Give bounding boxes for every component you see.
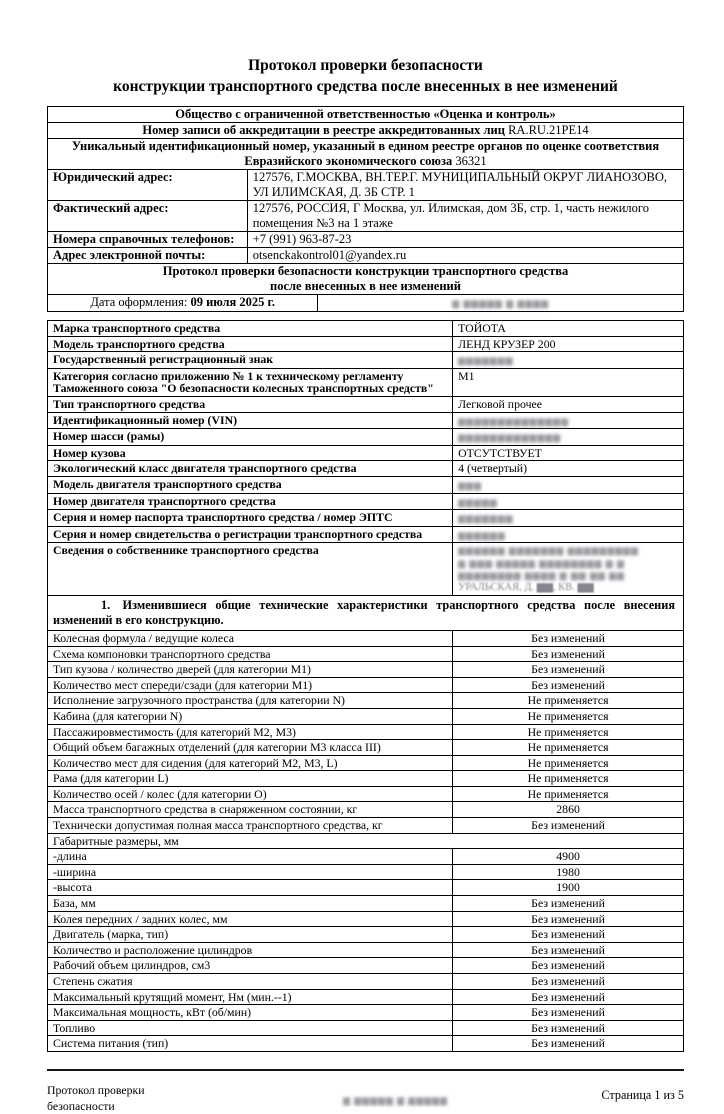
table-row (48, 740, 684, 756)
table-row (48, 412, 684, 429)
page-title-line2: конструкции транспортного средства после внесенных в нее изменений (113, 78, 618, 95)
legal-address-row (48, 170, 684, 201)
row-value: Не применяется (453, 786, 684, 802)
document-number-redacted: ▆ ▆▆▆▆▆ ▆ ▆▆▆▆ (452, 298, 550, 308)
row-label: Количество осей / колес (для категории O) (48, 786, 453, 802)
table-row (48, 445, 684, 461)
table-row (48, 833, 684, 849)
row-value: Без изменений (453, 1005, 684, 1021)
table-row (48, 974, 684, 990)
company-name: Общество с ограниченной ответственностью «Оценка и контроль» (175, 107, 556, 121)
table-row (48, 693, 684, 709)
row-label: Исполнение загрузочного пространства (для категории N) (48, 693, 453, 709)
row-label: Топливо (48, 1020, 453, 1036)
table-row (48, 510, 684, 527)
row-label: Номер кузова (48, 445, 453, 461)
actual-address-row (48, 201, 684, 232)
row-value (453, 476, 684, 493)
email-row (48, 248, 684, 264)
section1-heading-row (48, 595, 684, 630)
row-label: Пассажировместимость (для категорий M2, M3) (48, 724, 453, 740)
table-row (48, 786, 684, 802)
row-value (453, 543, 684, 596)
row-value: Не применяется (453, 771, 684, 787)
row-value: Без изменений (453, 646, 684, 662)
table-row (48, 429, 684, 446)
uin-number: 36321 (455, 154, 487, 168)
date-value: 09 июля 2025 г. (190, 295, 275, 309)
table-row (48, 1005, 684, 1021)
row-value: Без изменений (453, 896, 684, 912)
row-label: Рама (для категории L) (48, 771, 453, 787)
redacted-text: ▆▆▆▆▆▆▆▆▆▆▆▆▆▆ (458, 415, 570, 426)
table-row (48, 1020, 684, 1036)
row-label: -высота (48, 880, 453, 896)
row-value: Не применяется (453, 708, 684, 724)
row-value (453, 526, 684, 543)
phones-row (48, 232, 684, 248)
row-label: Номер двигателя транспортного средства (48, 493, 453, 510)
row-label: Категория согласно приложению № 1 к техническому регламенту Таможенного союза "О безопасности колесных транспортных средств" (48, 368, 453, 396)
table-row (48, 958, 684, 974)
table-row (48, 927, 684, 943)
redacted-text: ▆▆▆▆▆▆▆▆ ▆▆▆▆ ▆ ▆▆ ▆▆ ▆▆ (458, 570, 625, 581)
legal-address-label: Юридический адрес: (48, 170, 248, 201)
row-value: Без изменений (453, 958, 684, 974)
row-value-text: ЛЕНД КРУЗЕР 200 (458, 336, 556, 351)
row-label: Модель транспортного средства (48, 336, 453, 352)
row-label: Тип транспортного средства (48, 396, 453, 412)
row-label: Серия и номер паспорта транспортного средства / номер ЭПТС (48, 510, 453, 527)
row-label: Система питания (тип) (48, 1036, 453, 1052)
row-value (453, 412, 684, 429)
uin-row (48, 139, 684, 170)
table-row (48, 942, 684, 958)
row-label: Количество мест спереди/сзади (для категории M1) (48, 677, 453, 693)
table-row (48, 989, 684, 1005)
row-value (453, 510, 684, 527)
row-value (453, 396, 684, 412)
row-value: Без изменений (453, 677, 684, 693)
table-row (48, 461, 684, 477)
row-value-text: Легковой прочее (458, 396, 543, 411)
row-label: Государственный регистрационный знак (48, 352, 453, 369)
row-label: Максимальный крутящий момент, Нм (мин.--1) (48, 989, 453, 1005)
table-row (48, 677, 684, 693)
row-value-text: ОТСУТСТВУЕТ (458, 445, 542, 460)
row-value-text: ТОЙОТА (458, 321, 506, 335)
table-row (48, 476, 684, 493)
phones-label: Номера справочных телефонов: (48, 232, 248, 248)
table-row (48, 368, 684, 396)
row-value: Без изменений (453, 927, 684, 943)
protocol-title-line2: после внесенных в нее изменений (270, 279, 461, 293)
table-row (48, 849, 684, 865)
row-label: Сведения о собственнике транспортного средства (48, 543, 453, 596)
redacted-text: ▆▆▆▆▆▆ ▆▆▆▆▆▆▆ ▆▆▆▆▆▆▆▆▆ (458, 545, 639, 556)
row-value: Без изменений (453, 818, 684, 834)
table-row (48, 352, 684, 369)
redacted-text: ▆▆▆▆▆▆▆▆▆▆▆▆▆ (458, 432, 562, 443)
footer-doc-name (47, 1082, 237, 1114)
row-value: Без изменений (453, 911, 684, 927)
protocol-title-line1: Протокол проверки безопасности конструкции транспортного средства (162, 264, 569, 278)
row-value (453, 336, 684, 352)
row-label: Номер шасси (рамы) (48, 429, 453, 446)
row-value: Не применяется (453, 724, 684, 740)
row-value: Без изменений (453, 974, 684, 990)
table-row (48, 755, 684, 771)
table-row (48, 708, 684, 724)
row-label: Степень сжатия (48, 974, 453, 990)
row-value: Без изменений (453, 989, 684, 1005)
table-row (48, 646, 684, 662)
row-value (453, 461, 684, 477)
table-row (48, 630, 684, 646)
footer-number-redacted: ▆ ▆▆▆▆▆ ▆ ▆▆▆▆▆ (343, 1094, 448, 1105)
row-value: 1980 (453, 864, 684, 880)
table-row (48, 493, 684, 510)
row-label: Двигатель (марка, тип) (48, 927, 453, 943)
table-row (48, 880, 684, 896)
row-label: Технически допустимая полная масса транспортного средства, кг (48, 818, 453, 834)
table-row (48, 771, 684, 787)
email-label: Адрес электронной почты: (48, 248, 248, 264)
row-value (453, 352, 684, 369)
organization-table (47, 106, 684, 264)
table-row (48, 724, 684, 740)
row-value: Не применяется (453, 740, 684, 756)
table-row (48, 802, 684, 818)
row-value-text: 4 (четвертый) (458, 461, 528, 476)
row-label: Колея передних / задних колес, мм (48, 911, 453, 927)
row-value (453, 445, 684, 461)
table-row (48, 336, 684, 352)
table-row (48, 864, 684, 880)
redacted-text: ▆▆▆▆▆▆▆ (458, 513, 514, 524)
row-value: Не применяется (453, 693, 684, 709)
uin-label: Уникальный идентификационный номер, указанный в едином реестре органов по оценке соответствия Евразийского экономического союза (71, 139, 660, 168)
row-value: Без изменений (453, 630, 684, 646)
table-row (48, 543, 684, 596)
redacted-text: ▆▆▆▆▆▆ (458, 529, 506, 540)
company-name-row (48, 107, 684, 123)
protocol-title-row (48, 264, 684, 295)
characteristics-rows (48, 630, 684, 1051)
actual-address-label: Фактический адрес: (48, 201, 248, 232)
page-footer (47, 1069, 684, 1114)
table-row (48, 1036, 684, 1052)
row-label: Идентификационный номер (VIN) (48, 412, 453, 429)
date-row (48, 295, 684, 312)
date-label: Дата оформления: (90, 295, 188, 309)
row-label: Количество мест для сидения (для категорий M2, M3, L) (48, 755, 453, 771)
row-label: Марка транспортного средства (48, 321, 453, 337)
row-value (453, 321, 684, 337)
row-label: -длина (48, 849, 453, 865)
table-row (48, 911, 684, 927)
row-value (453, 429, 684, 446)
footer-doc-name-line1: Протокол проверки (47, 1082, 145, 1097)
actual-address-value: 127576, РОССИЯ, Г Москва, ул. Илимская, дом 3Б, стр. 1, часть нежилого помещения №3 на 1 этаже (247, 201, 683, 232)
footer-doc-name-line2: безопасности (47, 1098, 115, 1113)
redacted-text: ▆▆▆▆▆ (458, 496, 498, 507)
row-label: Габаритные размеры, мм (48, 833, 684, 849)
section1-heading: 1. Изменившиеся общие технические характеристики транспортного средства после внесения изменений в его конструкцию. (48, 595, 684, 630)
row-value-text: M1 (458, 368, 475, 383)
row-label: Кабина (для категории N) (48, 708, 453, 724)
phones-value: +7 (991) 963-87-23 (247, 232, 683, 248)
row-value (453, 493, 684, 510)
redacted-text: УРАЛЬСКАЯ, Д. ▆▆, КВ. ▆▆ (458, 581, 594, 593)
page-number: Страница 1 из 5 (601, 1087, 684, 1102)
accreditation-number: RA.RU.21PE14 (508, 123, 589, 137)
row-label: Колесная формула / ведущие колеса (48, 630, 453, 646)
row-value: Без изменений (453, 942, 684, 958)
row-value: 1900 (453, 880, 684, 896)
row-value: 2860 (453, 802, 684, 818)
table-row (48, 818, 684, 834)
protocol-date-table (47, 263, 684, 312)
row-label: Количество и расположение цилиндров (48, 942, 453, 958)
email-value: otsenckakontrol01@yandex.ru (247, 248, 683, 264)
row-label: Рабочий объем цилиндров, см3 (48, 958, 453, 974)
row-value (453, 368, 684, 396)
row-value: 4900 (453, 849, 684, 865)
table-row (48, 526, 684, 543)
redacted-text: ▆ ▆▆▆ ▆▆▆▆▆ ▆▆▆▆▆▆▆▆ ▆ ▆ (458, 557, 625, 568)
document-page (47, 0, 684, 1114)
page-title (47, 55, 684, 97)
table-row (48, 896, 684, 912)
redacted-text: ▆▆▆▆▆▆▆ (458, 355, 514, 366)
row-label: Модель двигателя транспортного средства (48, 476, 453, 493)
row-label: -ширина (48, 864, 453, 880)
row-value: Без изменений (453, 1020, 684, 1036)
footer-number (237, 1082, 554, 1108)
table-row (48, 662, 684, 678)
row-label: Максимальная мощность, кВт (об/мин) (48, 1005, 453, 1021)
vehicle-table (47, 320, 684, 1052)
page-title-line1: Протокол проверки безопасности (248, 57, 483, 74)
row-value: Без изменений (453, 662, 684, 678)
legal-address-value: 127576, Г.МОСКВА, ВН.ТЕР.Г. МУНИЦИПАЛЬНЫЙ ОКРУГ ЛИАНОЗОВО, УЛ ИЛИМСКАЯ, Д. 3Б СТР. 1 (247, 170, 683, 201)
vehicle-rows (48, 321, 684, 596)
row-label: Схема компоновки транспортного средства (48, 646, 453, 662)
row-label: Тип кузова / количество дверей (для категории M1) (48, 662, 453, 678)
row-value: Не применяется (453, 755, 684, 771)
row-value: Без изменений (453, 1036, 684, 1052)
table-row (48, 321, 684, 337)
redacted-text: ▆▆▆ (458, 479, 482, 490)
accreditation-label: Номер записи об аккредитации в реестре аккредитованных лиц (142, 123, 505, 137)
row-label: Серия и номер свидетельства о регистрации транспортного средства (48, 526, 453, 543)
row-label: Масса транспортного средства в снаряженном состоянии, кг (48, 802, 453, 818)
row-label: База, мм (48, 896, 453, 912)
row-label: Общий объем багажных отделений (для категории M3 класса III) (48, 740, 453, 756)
accreditation-row (48, 123, 684, 139)
table-row (48, 396, 684, 412)
row-label: Экологический класс двигателя транспортного средства (48, 461, 453, 477)
